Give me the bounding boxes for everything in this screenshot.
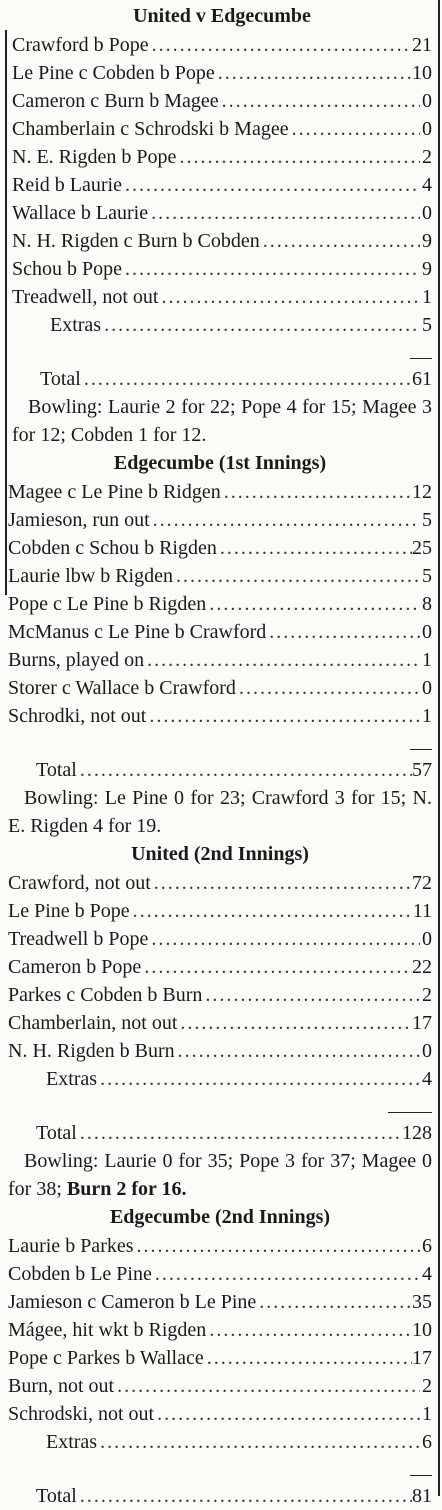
leader-dots	[114, 1372, 420, 1400]
runs: 21	[412, 34, 432, 56]
leader-dots	[158, 283, 420, 311]
batsman: Laurie lbw b Rigden	[8, 565, 173, 587]
section-heading: United (2nd Innings)	[131, 843, 309, 865]
runs: 72	[412, 872, 432, 894]
leader-dots	[77, 1482, 412, 1510]
batsman: Magee c Le Pine b Ridgen	[8, 481, 221, 503]
leader-dots	[236, 674, 420, 702]
leader-dots	[175, 1037, 420, 1065]
total-label: Total	[36, 1122, 77, 1144]
batsman: N. E. Rigden b Pope	[12, 146, 177, 168]
total-row	[8, 1119, 432, 1147]
batsman: Jamieson, run out	[8, 509, 150, 531]
batting-row	[8, 981, 432, 1009]
batsman: Crawford b Pope	[12, 34, 149, 56]
runs: 0	[422, 677, 432, 699]
bowling-summary: Bowling: Le Pine 0 for 23; Crawford 3 for 15; N. E. Rigden 4 for 19.	[8, 787, 432, 837]
batting-row	[8, 506, 432, 534]
batting-row	[12, 199, 432, 227]
runs: 10	[412, 62, 432, 84]
leader-dots	[217, 534, 412, 562]
runs: 22	[412, 956, 432, 978]
leader-dots	[81, 365, 412, 393]
batting-row	[8, 646, 432, 674]
runs: 11	[412, 900, 432, 922]
batsman: Wallace b Laurie	[12, 202, 149, 224]
batsman: Cameron c Burn b Magee	[12, 90, 219, 112]
batsman: Mágee, hit wkt b Rigden	[8, 1319, 207, 1341]
leader-dots	[266, 618, 420, 646]
runs: 1	[422, 705, 432, 727]
batting-row	[8, 562, 432, 590]
batsman: Treadwell b Pope	[8, 928, 149, 950]
runs: 0	[422, 1040, 432, 1062]
total-row	[8, 1482, 432, 1510]
batsman: Schrodki, not out	[8, 705, 147, 727]
runs: 5	[422, 509, 432, 531]
batting-row	[12, 283, 432, 311]
scorecard	[8, 2, 432, 1510]
batting-row	[8, 1037, 432, 1065]
batsman: McManus c Le Pine b Crawford	[8, 621, 267, 643]
runs: 0	[422, 202, 432, 224]
batting-row	[12, 59, 432, 87]
batsman: Le Pine b Pope	[8, 900, 130, 922]
total-rule	[8, 1456, 432, 1482]
extras-row	[8, 1428, 432, 1456]
leader-dots	[177, 1009, 412, 1037]
batting-row	[8, 702, 432, 730]
runs: 6	[422, 1235, 432, 1257]
runs: 4	[422, 1263, 432, 1285]
batting-row	[8, 1400, 432, 1428]
batting-row	[12, 115, 432, 143]
batting-row	[8, 1009, 432, 1037]
batsman: Parkes c Cobden b Burn	[8, 984, 203, 1006]
total-row	[8, 756, 432, 784]
bowling-highlight: Burn 2 for 16.	[66, 1178, 187, 1200]
section-heading: Edgecumbe (2nd Innings)	[109, 1206, 331, 1228]
batting-row	[8, 953, 432, 981]
runs: 2	[422, 1375, 432, 1397]
batting-row	[8, 1372, 432, 1400]
runs: 9	[422, 230, 432, 252]
leader-dots	[122, 171, 420, 199]
leader-dots	[256, 1288, 412, 1316]
batting-row	[8, 1288, 432, 1316]
extras-row	[8, 1065, 432, 1093]
runs: 0	[422, 621, 432, 643]
total-label: Total	[36, 1485, 77, 1507]
leader-dots	[144, 646, 420, 674]
extras-runs: 5	[422, 314, 432, 336]
total-rule	[12, 339, 432, 365]
total-label: Total	[40, 368, 81, 390]
batsman: Jamieson c Cameron b Le Pine	[8, 1291, 257, 1313]
batting-row	[8, 478, 432, 506]
leader-dots	[148, 199, 420, 227]
extras-label: Extras	[46, 1431, 98, 1453]
batsman: Chamberlain, not out	[8, 1012, 178, 1034]
batting-row	[8, 1232, 432, 1260]
batting-row	[12, 143, 432, 171]
leader-dots	[141, 953, 412, 981]
leader-dots	[221, 478, 412, 506]
extras-runs: 6	[422, 1431, 432, 1453]
leader-dots	[260, 227, 420, 255]
section-heading: Edgecumbe (1st Innings)	[113, 452, 327, 474]
column-rule-right	[438, 0, 440, 1496]
extras-row	[12, 311, 432, 339]
section-edgecumbe-1st-innings	[8, 449, 432, 840]
runs: 2	[422, 984, 432, 1006]
leader-dots	[77, 1119, 402, 1147]
runs: 0	[422, 928, 432, 950]
runs: 25	[412, 537, 432, 559]
batsman: Storer c Wallace b Crawford	[8, 677, 236, 699]
leader-dots	[154, 1400, 420, 1428]
batsman: Reid b Laurie	[12, 174, 122, 196]
batsman: N. H. Rigden c Burn b Cobden	[12, 230, 260, 252]
runs: 4	[422, 174, 432, 196]
batting-row	[8, 674, 432, 702]
batting-row	[8, 869, 432, 897]
batting-row	[8, 897, 432, 925]
runs: 5	[422, 565, 432, 587]
batting-row	[12, 227, 432, 255]
leader-dots	[215, 59, 412, 87]
runs: 12	[412, 481, 432, 503]
total-rule	[8, 730, 432, 756]
section-edgecumbe-2nd-innings	[8, 1203, 432, 1510]
leader-dots	[77, 756, 412, 784]
batting-row	[8, 534, 432, 562]
leader-dots	[206, 590, 420, 618]
batsman: Pope c Parkes b Wallace	[8, 1347, 204, 1369]
runs: 1	[422, 286, 432, 308]
runs: 1	[422, 1403, 432, 1425]
runs: 17	[412, 1347, 432, 1369]
leader-dots	[97, 1428, 420, 1456]
leader-dots	[204, 1344, 412, 1372]
batting-row	[8, 1316, 432, 1344]
total-rule	[8, 1093, 432, 1119]
extras-label: Extras	[46, 1068, 98, 1090]
batsman: N. H. Rigden b Burn	[8, 1040, 175, 1062]
runs: 35	[412, 1291, 432, 1313]
leader-dots	[151, 869, 412, 897]
leader-dots	[206, 1316, 412, 1344]
runs: 2	[422, 146, 432, 168]
batsman: Laurie b Parkes	[8, 1235, 134, 1257]
leader-dots	[101, 311, 420, 339]
batsman: Le Pine c Cobden b Pope	[12, 62, 215, 84]
leader-dots	[176, 143, 420, 171]
batting-row	[12, 171, 432, 199]
leader-dots	[130, 897, 413, 925]
total-runs: 81	[412, 1485, 432, 1507]
leader-dots	[202, 981, 420, 1009]
runs: 0	[422, 90, 432, 112]
bowling-text: Bowling: Laurie 0 for 35; Pope 3 for 37; Magee 0 for 38;	[8, 1150, 432, 1200]
total-row	[12, 365, 432, 393]
bowling-summary	[8, 1147, 432, 1203]
batsman: Chamberlain c Schrodski b Magee	[12, 118, 289, 140]
leader-dots	[152, 1260, 420, 1288]
batsman: Cameron b Pope	[8, 956, 142, 978]
runs: 8	[422, 593, 432, 615]
batting-row	[12, 255, 432, 283]
total-runs: 61	[412, 368, 432, 390]
section-heading: United v Edgecumbe	[133, 5, 311, 27]
batsman: Schou b Pope	[12, 258, 122, 280]
leader-dots	[97, 1065, 420, 1093]
runs: 10	[412, 1319, 432, 1341]
batting-row	[8, 1260, 432, 1288]
batting-row	[12, 31, 432, 59]
batsman: Burn, not out	[8, 1375, 115, 1397]
runs: 9	[422, 258, 432, 280]
extras-label: Extras	[50, 314, 102, 336]
leader-dots	[150, 506, 420, 534]
leader-dots	[173, 562, 420, 590]
leader-dots	[289, 115, 420, 143]
batting-row	[8, 925, 432, 953]
runs: 0	[422, 118, 432, 140]
total-label: Total	[36, 759, 77, 781]
leader-dots	[146, 702, 420, 730]
batsman: Cobden c Schou b Rigden	[8, 537, 217, 559]
leader-dots	[122, 255, 420, 283]
total-runs: 128	[402, 1122, 432, 1144]
batting-row	[12, 87, 432, 115]
section-united-v-edgecumbe	[8, 2, 432, 449]
section-united-2nd-innings	[8, 840, 432, 1203]
batsman: Crawford, not out	[8, 872, 151, 894]
total-runs: 57	[412, 759, 432, 781]
leader-dots	[219, 87, 420, 115]
batsman: Cobden b Le Pine	[8, 1263, 152, 1285]
batting-row	[8, 618, 432, 646]
batsman: Treadwell, not out	[12, 286, 159, 308]
leader-dots	[134, 1232, 420, 1260]
runs: 1	[422, 649, 432, 671]
leader-dots	[148, 925, 420, 953]
batting-row	[8, 1344, 432, 1372]
column-rule-left	[5, 30, 7, 595]
batsman: Schrodski, not out	[8, 1403, 155, 1425]
batting-row	[8, 590, 432, 618]
batsman: Burns, played on	[8, 649, 145, 671]
bowling-summary: Bowling: Laurie 2 for 22; Pope 4 for 15; Magee 3 for 12; Cobden 1 for 12.	[12, 396, 432, 446]
leader-dots	[149, 31, 412, 59]
extras-runs: 4	[422, 1068, 432, 1090]
batsman: Pope c Le Pine b Rigden	[8, 593, 207, 615]
runs: 17	[412, 1012, 432, 1034]
